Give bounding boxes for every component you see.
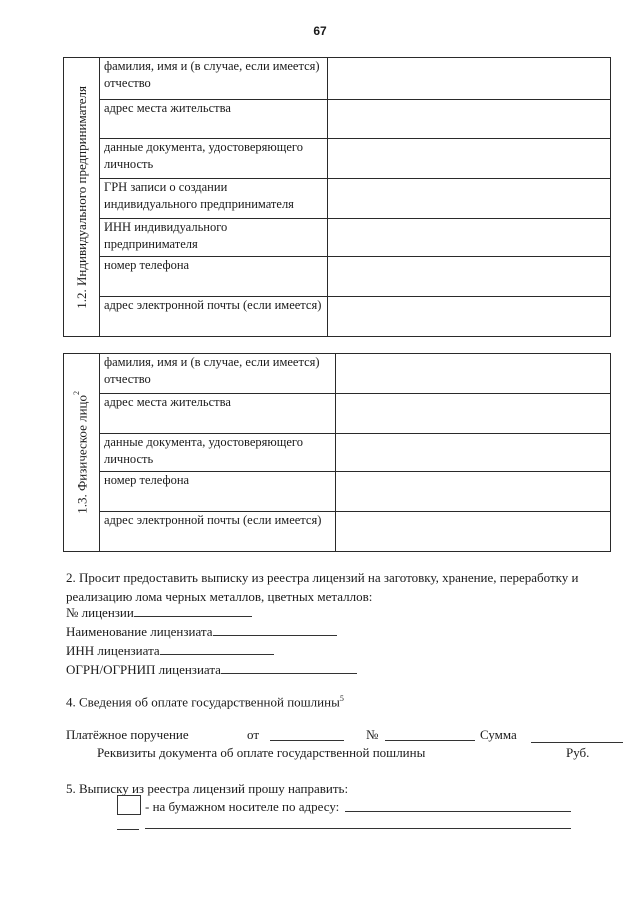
ip-row-value[interactable] [328, 139, 611, 179]
person-row-label: адрес электронной почты (если имеется) [100, 512, 336, 552]
license-number-field[interactable] [134, 603, 252, 617]
paper-delivery-address-field[interactable] [345, 798, 571, 812]
licensee-name-label: Наименование лицензиата [66, 624, 213, 639]
ip-row-label: ИНН индивидуального предпринимателя [100, 219, 328, 257]
person-row-label: фамилия, имя и (в случае, если имеется) отчество [100, 354, 336, 394]
licensee-inn-label: ИНН лицензиата [66, 643, 160, 658]
person-section-label-text: 1.3. Физическое лицо [74, 395, 90, 514]
paper-delivery-checkbox[interactable] [117, 795, 141, 815]
payment-date-field[interactable] [270, 727, 344, 741]
licensee-inn-row [66, 641, 274, 660]
person-row-value[interactable] [336, 434, 611, 472]
person-row-label: адрес места жительства [100, 394, 336, 434]
payment-sum-field[interactable] [531, 729, 623, 743]
page-number: 67 [313, 24, 327, 38]
fee-title-text: 4. Сведения об оплате государственной пошлины [66, 694, 340, 710]
licensee-ogrn-label: ОГРН/ОГРНИП лицензиата [66, 662, 221, 677]
payment-requisites-label: Реквизиты документа об оплате государственной пошлины [97, 745, 426, 760]
licensee-ogrn-field[interactable] [221, 660, 357, 674]
ip-section-label-cell [64, 58, 100, 337]
person-section-label [72, 391, 91, 514]
ip-row-label: номер телефона [100, 257, 328, 297]
delivery-title: 5. Выписку из реестра лицензий прошу направить: [66, 781, 349, 796]
payment-number-label: № [366, 727, 379, 742]
ip-row-value[interactable] [328, 297, 611, 337]
ip-row-value[interactable] [328, 219, 611, 257]
person-row-label: данные документа, удостоверяющего личность [100, 434, 336, 472]
person-row-label: номер телефона [100, 472, 336, 512]
person-section-label-sup: 2 [72, 391, 82, 396]
ip-row-label: ГРН записи о создании индивидуального предпринимателя [100, 179, 328, 219]
ip-row-label: адрес электронной почты (если имеется) [100, 297, 328, 337]
licensee-name-field[interactable] [213, 622, 337, 636]
fee-title-sup: 5 [339, 694, 344, 703]
paper-delivery-address-line-2[interactable] [145, 815, 571, 829]
person-row-value[interactable] [336, 354, 611, 394]
person-section-label-cell [64, 354, 100, 552]
ip-row-value[interactable] [328, 100, 611, 139]
payment-currency-label: Руб. [566, 745, 590, 760]
person-table [63, 353, 611, 552]
licensee-inn-field[interactable] [160, 641, 274, 655]
payment-sum-label: Сумма [480, 727, 517, 742]
payment-number-field[interactable] [385, 727, 475, 741]
paper-delivery-label: - на бумажном носителе по адресу: [145, 799, 340, 814]
ip-row-value[interactable] [328, 257, 611, 297]
ip-table [63, 57, 611, 337]
request-intro: 2. Просит предоставить выписку из реестра лицензий на заготовку, хранение, переработку и реализацию лома черных металлов, цветных металлов: [66, 570, 579, 604]
person-row-value[interactable] [336, 394, 611, 434]
ip-row-value[interactable] [328, 179, 611, 219]
license-number-label: № лицензии [66, 605, 134, 620]
ip-section-label: 1.2. Индивидуального предпринимателя [73, 85, 89, 309]
ip-row-label: данные документа, удостоверяющего личность [100, 139, 328, 179]
payment-date-label: от [247, 727, 260, 742]
person-row-value[interactable] [336, 472, 611, 512]
person-row-value[interactable] [336, 512, 611, 552]
ip-row-value[interactable] [328, 58, 611, 100]
payment-order-label: Платёжное поручение [66, 727, 189, 742]
ip-row-label: фамилия, имя и (в случае, если имеется) отчество [100, 58, 328, 100]
license-number-row [66, 603, 252, 622]
ip-row-label: адрес места жительства [100, 100, 328, 139]
electronic-delivery-checkbox-line[interactable] [117, 816, 139, 830]
fee-title [66, 689, 344, 711]
licensee-name-row [66, 622, 337, 641]
licensee-ogrn-row [66, 660, 357, 679]
